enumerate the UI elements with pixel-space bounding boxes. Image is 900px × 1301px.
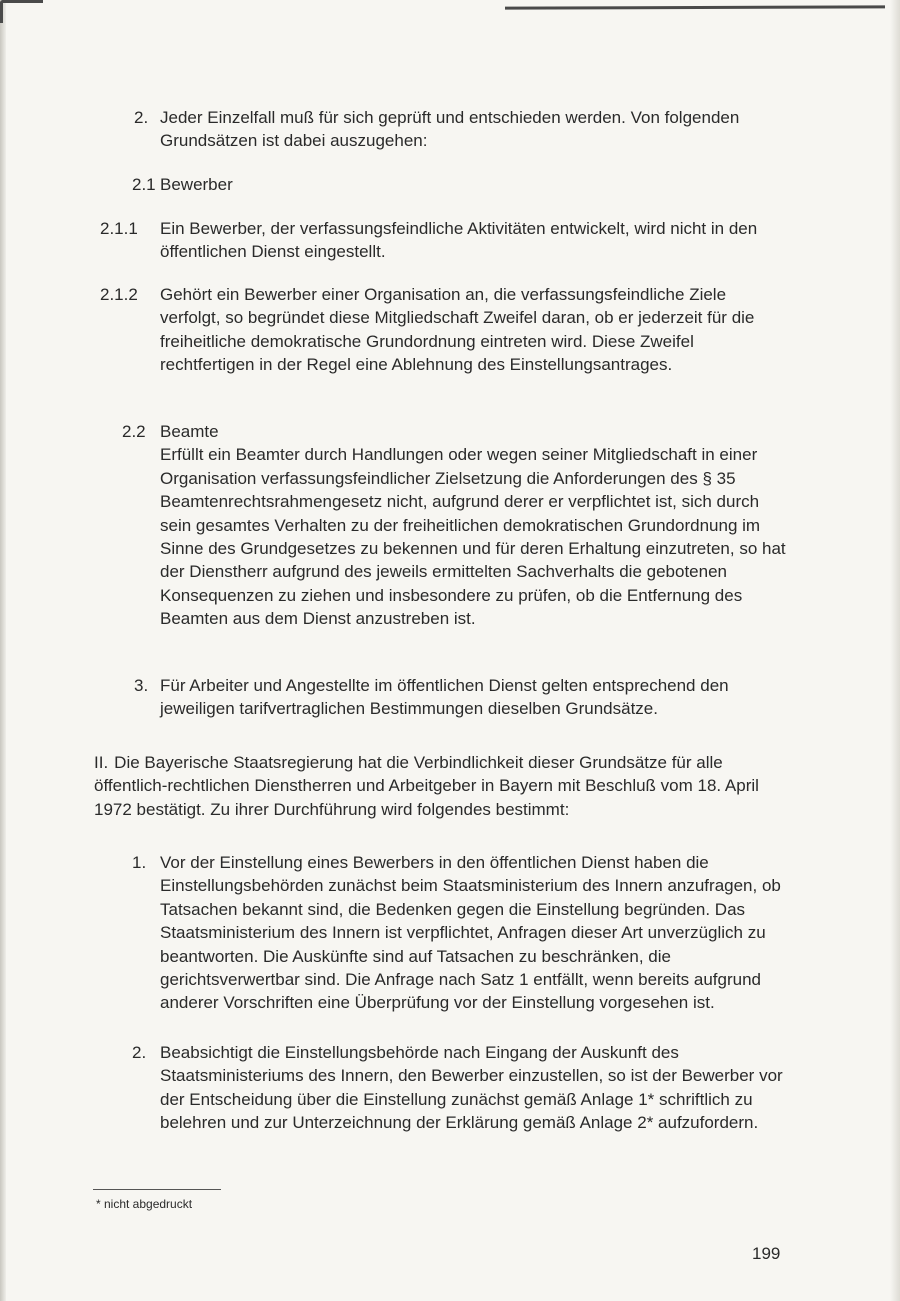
- item-number: 1.: [132, 853, 147, 872]
- item-number: 2.1: [132, 175, 156, 194]
- paragraph: [160, 106, 788, 153]
- item-number: II.: [94, 753, 109, 772]
- paragraph: [160, 674, 788, 721]
- paragraph-text: Vor der Einstellung eines Bewerbers in den öffentlichen Dienst haben die Einstellungsbehörden zunächst beim Staatsministerium des Innern anzufragen, ob Tatsachen bekannt sind, die Bedenken gegen die Einstellung begründen. Das Staatsministerium des Innern ist verpflichtet, Anfragen dieser Art unverzüglich zu beantworten. Die Auskünfte sind auf Tatsachen zu beschränken, die gerichtsverwertbar sind. Die Anfrage nach Satz 1 entfällt, wenn bereits aufgrund anderer Vorschriften eine Überprüfung vor der Einstellung vorgesehen ist.: [160, 853, 781, 1013]
- paragraph: [160, 217, 788, 264]
- paragraph-text: Ein Bewerber, der verfassungsfeindliche Aktivitäten entwickelt, wird nicht in den öffentlichen Dienst eingestellt.: [160, 219, 758, 262]
- section-heading: [160, 173, 788, 196]
- scan-top-line: [505, 5, 885, 9]
- item-number: 2.: [132, 1043, 147, 1062]
- footnote-rule: [93, 1189, 221, 1190]
- paragraph-text: [94, 751, 788, 821]
- item-number: 2.: [134, 108, 149, 127]
- heading-text: Beamte: [160, 422, 219, 441]
- paragraph-text: Beabsichtigt die Einstellungsbehörde nach Eingang der Auskunft des Staatsministeriums des Innern, den Bewerber einzustellen, so ist der Bewerber vor der Entscheidung über die Einstellung zunächst gemäß Anlage 1* schriftlich zu belehren und zur Unterzeichnung der Erklärung gemäß Anlage 2* aufzufordern.: [160, 1043, 783, 1133]
- paragraph-text: Erfüllt ein Beamter durch Handlungen oder wegen seiner Mitgliedschaft in einer Organisation verfassungsfeindlicher Zielsetzung die Anforderungen des § 35 Beamtenrechtsrahmengesetz nicht, aufgrund derer er verpflichtet ist, sich durch sein gesamtes Verhalten zu der freiheitlichen demokratischen Grundordnung im Sinne des Grundgesetzes zu bekennen und für deren Erhaltung einzutreten, so hat der Dienstherr aufgrund des jeweils ermittelten Sachverhalts die gebotenen Konsequenzen zu ziehen und insbesondere zu prüfen, ob die Entfernung des Beamten aus dem Dienst anzustreben ist.: [160, 445, 786, 629]
- item-number: 2.2: [122, 422, 146, 441]
- footnote: * nicht abgedruckt: [96, 1197, 193, 1211]
- paragraph-text: Jeder Einzelfall muß für sich geprüft und entschieden werden. Von folgenden Grundsätzen ist dabei auszugehen:: [160, 108, 740, 151]
- paragraph: [160, 420, 788, 631]
- scan-corner-mark: [0, 0, 43, 23]
- paragraph-text: Gehört ein Bewerber einer Organisation an, die verfassungsfeindliche Ziele verfolgt, so begründet diese Mitgliedschaft Zweifel daran, ob er jederzeit für die freiheitliche demokratische Grundordnung eintreten wird. Diese Zweifel rechtfertigen in der Regel eine Ablehnung des Einstellungsantrages.: [160, 285, 755, 375]
- scan-edge: [0, 0, 6, 1301]
- item-number: 2.1.2: [100, 285, 138, 304]
- paragraph-body: Die Bayerische Staatsregierung hat die Verbindlichkeit dieser Grundsätze für alle öffentlich-rechtlichen Dienstherren und Arbeitgeber in Bayern mit Beschluß vom 18. April 1972 bestätigt. Zu ihrer Durchführung wird folgendes bestimmt:: [94, 753, 759, 819]
- item-number: 3.: [134, 676, 149, 695]
- paragraph: [160, 851, 788, 1015]
- heading-text: Bewerber: [160, 175, 233, 194]
- scan-right-shadow: [890, 0, 900, 1301]
- paragraph: [94, 751, 788, 821]
- item-number: 2.1.1: [100, 219, 138, 238]
- paragraph-text: Für Arbeiter und Angestellte im öffentlichen Dienst gelten entsprechend den jeweiligen tarifvertraglichen Bestimmungen dieselben Grundsätze.: [160, 676, 729, 719]
- paragraph: [160, 1041, 788, 1135]
- page-number: 199: [752, 1244, 781, 1263]
- paragraph: [160, 283, 788, 377]
